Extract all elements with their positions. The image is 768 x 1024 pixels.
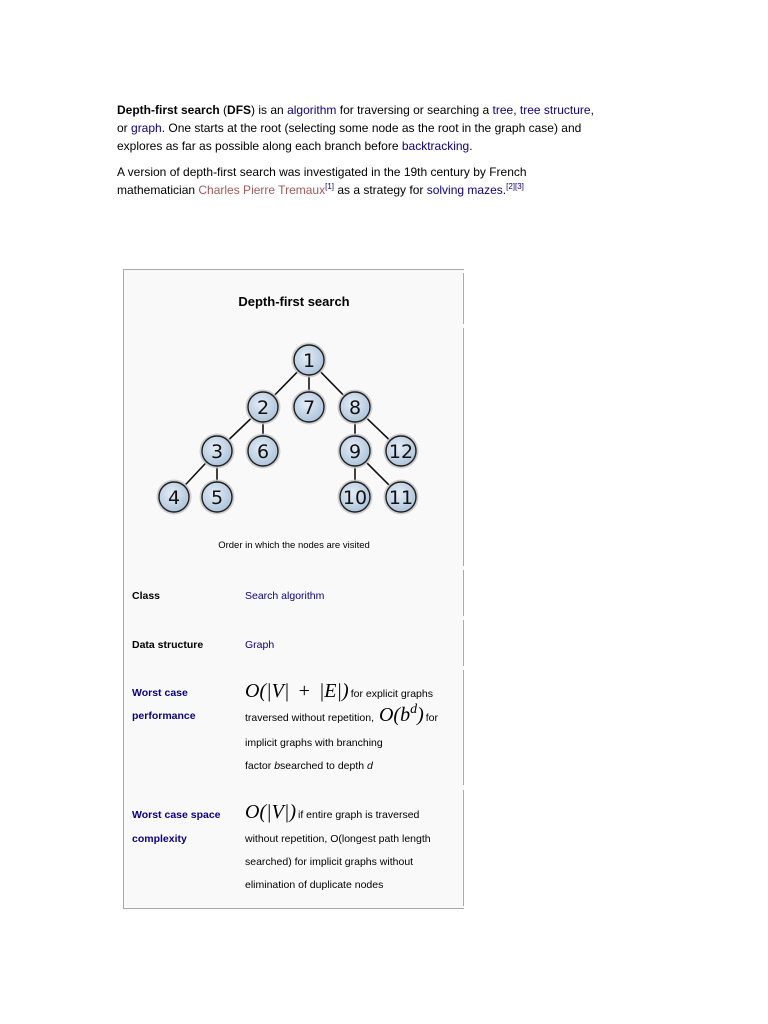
intro-text: as a strategy for [334,183,427,197]
tree-node-label: 7 [302,397,316,419]
intro-text: explores as far as possible along each branch before [117,139,402,153]
tree-node-label: 5 [210,487,224,509]
dfs-tree-diagram [124,329,464,525]
intro-text: , [513,103,520,117]
row-value-class [245,589,461,603]
value-line [245,827,431,851]
text-line [117,101,594,119]
variable-b: b [274,760,281,772]
intro-text: mathematician [117,183,199,197]
text-line [117,163,594,181]
label-line: performance [132,710,196,722]
diagram-caption: Order in which the nodes are visited [218,540,370,551]
tree-node-label: 2 [256,397,270,419]
tree-node-label: 10 [342,487,368,509]
link-search-algorithm[interactable]: Search algorithm [245,590,325,602]
formula-exponent: d [410,702,418,717]
row-value-data-structure [245,638,461,652]
reference-2[interactable]: [2] [506,182,515,191]
tree-node-label: 4 [167,487,181,509]
link-solving-mazes[interactable]: solving mazes [426,183,503,197]
intro-paragraph [117,163,594,199]
tree-node [157,480,192,515]
row-label-class: Class [132,590,161,602]
intro-text: . One starts at the root (selecting some node as the root in the graph case) and [161,121,582,135]
value-text: factor [245,760,275,772]
link-worst-case-space-complexity[interactable] [132,803,221,851]
tree-node [384,434,419,469]
tree-node [200,434,235,469]
text-line [117,137,594,155]
tree-node [292,390,327,425]
tree-edges [174,360,401,497]
tree-node-label: 12 [388,441,414,463]
reference-1[interactable]: [1] [325,182,334,191]
value-text: searched to depth [280,760,368,772]
link-charles-pierre-tremaux[interactable]: Charles Pierre Tremaux [198,183,326,197]
value-text: if entire graph is traversed [297,809,420,821]
link-tree-structure[interactable]: tree structure [519,103,591,117]
intro-text: ) is an [251,103,288,117]
tree-node-label: 3 [210,441,224,463]
infobox-cell-border [463,670,464,785]
formula-base: O(b [378,704,411,726]
tree-node-label: 8 [348,397,362,419]
value-text: implicit graphs with branching [245,737,383,749]
tree-node-label: 9 [348,441,362,463]
tree-node [338,480,373,515]
label-line: complexity [132,833,187,845]
intro-text: ( [219,103,228,117]
link-algorithm[interactable]: algorithm [287,103,337,117]
value-line [245,850,413,874]
link-graph[interactable]: graph [131,121,162,135]
tree-node-label: 1 [302,350,316,372]
variable-d: d [367,760,373,772]
value-text: without repetition, O(longest path length [245,833,431,845]
label-line: Worst case space [132,809,221,821]
value-line [245,803,419,827]
article-intro [117,101,594,199]
value-line [245,754,373,778]
infobox-title: Depth-first search [238,294,350,309]
intro-paragraph [117,101,594,155]
explicit-time-formula: O(|V| + |E|) [245,680,349,702]
intro-text: for traversing or searching a [336,103,493,117]
value-line [245,731,383,755]
tree-node-label: 11 [388,487,414,509]
link-worst-case-performance[interactable] [132,682,196,728]
tree-node [246,390,281,425]
value-text: for explicit graphs [350,688,433,700]
formula-close: ) [417,704,424,726]
tree-node-label: 6 [256,441,270,463]
label-line: Worst case [132,687,188,699]
reference-3[interactable]: [3] [515,182,524,191]
intro-text: . [469,139,473,153]
value-line [245,873,383,897]
link-tree[interactable]: tree [492,103,514,117]
infobox-cell-border [463,570,464,616]
tree-node [384,480,419,515]
link-graph-structure[interactable]: Graph [245,639,275,651]
value-text: for [425,712,439,724]
value-text: elimination of duplicate nodes [245,879,384,891]
intro-text: , [590,103,594,117]
tree-node [338,434,373,469]
intro-text: A version of depth-first search was investigated in the 19th century by French [117,165,527,179]
implicit-time-formula [379,704,424,726]
infobox-cell-border [463,790,464,906]
tree-node [338,390,373,425]
link-backtracking[interactable]: backtracking [401,139,470,153]
text-line [117,181,594,199]
infobox [123,269,464,909]
tree-node [200,480,235,515]
value-text: traversed without repetition, [245,712,374,724]
space-formula: O(|V|) [245,801,296,823]
intro-text: or [117,121,132,135]
row-label-data-structure: Data structure [132,639,204,651]
article-term: Depth-first search [117,103,220,117]
tree-node [292,343,327,378]
tree-node [246,434,281,469]
value-line [245,702,439,730]
text-line [117,119,594,137]
value-text: searched) for implicit graphs without [245,856,414,868]
value-line [245,682,433,706]
intro-text: . [502,183,507,197]
infobox-cell-border [463,620,464,666]
article-abbreviation: DFS [227,103,252,117]
